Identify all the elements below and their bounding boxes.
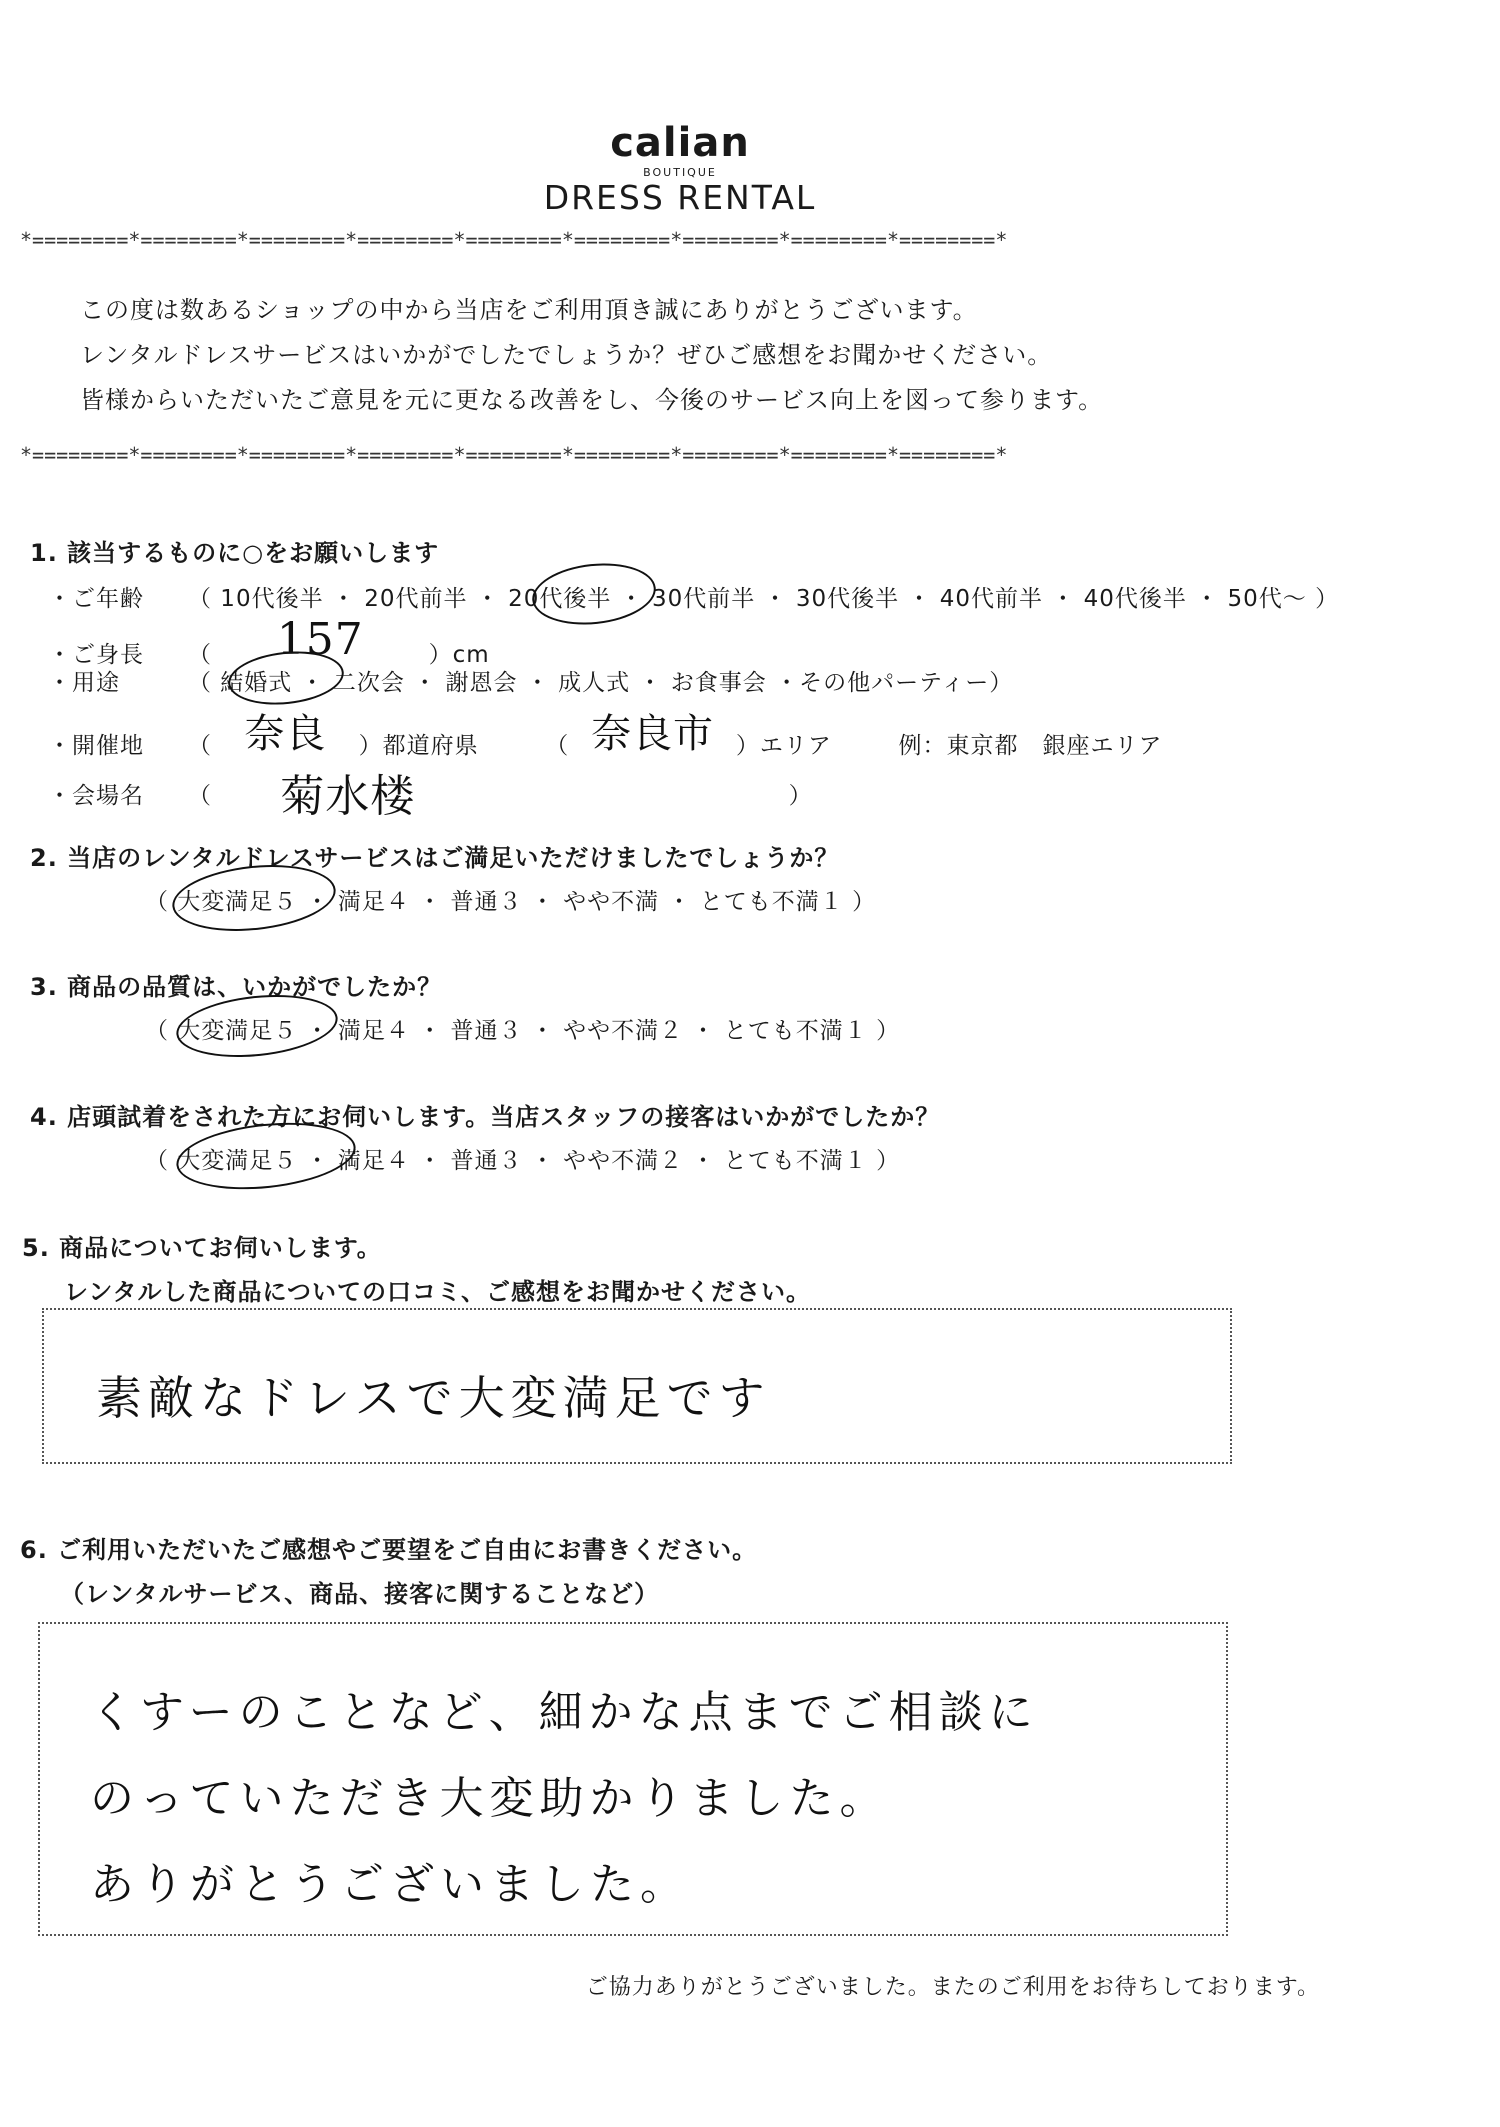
height-unit: ）cm <box>428 642 490 668</box>
intro-line-2: レンタルドレスサービスはいかがでしたでしょうか？ぜひご感想をお聞かせください。 <box>80 341 1053 369</box>
age-selection-circle <box>529 558 659 631</box>
age-options[interactable]: （ 10代後半 ・ 20代前半 ・ 20代後半 ・ 30代前半 ・ 30代後半 ・ 40代前半 ・ 40代後半 ・ 50代〜 ） <box>188 586 1340 612</box>
q6-answer-box[interactable] <box>38 1622 1228 1936</box>
q6-answer-line-3: ありがとうございました。 <box>90 1859 690 1910</box>
venue-area-suffix: ）エリア <box>735 733 832 759</box>
q4-options[interactable]: （ 大変満足５ ・ 満足４ ・ 普通３ ・ やや不満２ ・ とても不満１ ） <box>145 1148 901 1174</box>
decorative-rule-bottom: *========*========*========*========*========*========*========*========*========* <box>20 443 1008 467</box>
intro-line-1: この度は数あるショップの中から当店をご利用頂き誠にありがとうございます。 <box>80 296 978 324</box>
q5-title: 5. 商品についてお伺いします。 <box>22 1234 382 1262</box>
venue-pref-value[interactable]: 奈良 <box>244 711 327 757</box>
q6-title: 6. ご利用いただいたご感想やご要望をご自由にお書きください。 <box>20 1536 758 1564</box>
footer-thanks: ご協力ありがとうございました。またのご利用をお待ちしております。 <box>585 1975 1320 2000</box>
venue-example: 例：東京都 銀座エリア <box>898 733 1163 759</box>
hall-value[interactable]: 菊水楼 <box>280 771 416 822</box>
q3-title: 3. 商品の品質は、いかがでしたか？ <box>30 973 443 1001</box>
q4-title: 4. 店頭試着をされた方にお伺いします。当店スタッフの接客はいかがでしたか？ <box>30 1103 941 1131</box>
q3-options[interactable]: （ 大変満足５ ・ 満足４ ・ 普通３ ・ やや不満２ ・ とても不満１ ） <box>145 1018 901 1044</box>
hall-label: ・会場名 <box>48 783 144 809</box>
q6-answer-line-1: くすーのことなど、細かな点までご相談に <box>90 1687 1039 1738</box>
brand-sub: BOUTIQUE <box>643 166 717 179</box>
q1-title: 1. 該当するものに○をお願いします <box>30 539 440 567</box>
q6-subtitle: （レンタルサービス、商品、接客に関することなど） <box>60 1580 660 1608</box>
use-label: ・用途 <box>48 670 120 696</box>
q2-title: 2. 当店のレンタルドレスサービスはご満足いただけましたでしょうか？ <box>30 844 840 872</box>
venue-area-open: （ <box>545 733 570 759</box>
q1-age-row <box>48 580 1339 613</box>
venue-open-paren: （ <box>188 733 212 759</box>
q1-hall-row <box>48 752 813 822</box>
service-title: DRESS RENTAL <box>543 178 817 217</box>
height-label: ・ご身長 <box>48 642 144 668</box>
decorative-rule-top: *========*========*========*========*========*========*========*========*========* <box>20 228 1008 252</box>
hall-close-paren: ） <box>788 783 813 809</box>
intro-line-3: 皆様からいただいたご意見を元に更なる改善をし、今後のサービス向上を図って参ります。 <box>80 386 1104 414</box>
height-value[interactable]: 157 <box>276 614 364 665</box>
use-options[interactable]: （ 結婚式 ・ 二次会 ・ 謝恩会 ・ 成人式 ・ お食事会 ・その他パーティー） <box>188 670 1014 696</box>
q2-options[interactable]: （ 大変満足５ ・ 満足４ ・ 普通３ ・ やや不満 ・ とても不満１ ） <box>145 889 877 915</box>
venue-pref-suffix: ）都道府県 <box>358 733 479 759</box>
brand-logo: calian <box>610 120 750 166</box>
venue-area-value[interactable]: 奈良市 <box>591 711 715 757</box>
venue-label: ・開催地 <box>48 733 144 759</box>
q5-answer: 素敵なドレスで大変満足です <box>96 1371 771 1425</box>
age-label: ・ご年齢 <box>48 586 144 612</box>
hall-open-paren: （ <box>188 783 212 809</box>
q5-answer-box[interactable] <box>42 1308 1232 1464</box>
q5-subtitle: レンタルした商品についての口コミ、ご感想をお聞かせください。 <box>64 1278 811 1306</box>
height-open-paren: （ <box>188 642 212 668</box>
q1-use-row <box>48 664 1013 697</box>
q6-answer-line-2: のっていただき大変助かりました。 <box>90 1773 890 1824</box>
